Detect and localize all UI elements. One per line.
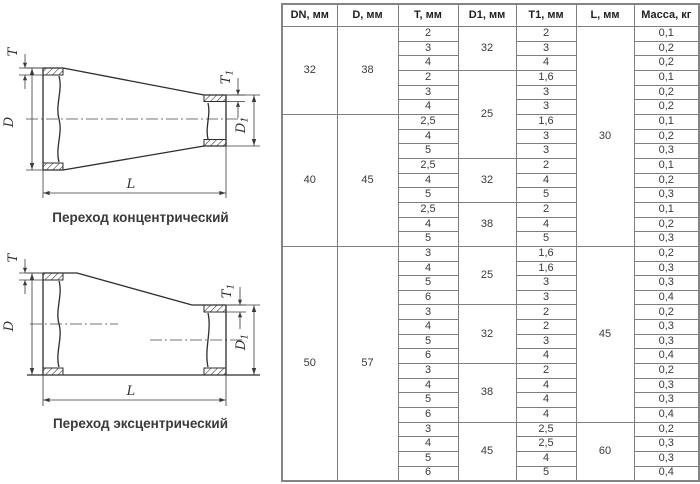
cell-l: 60 [576,422,634,481]
cell-massa: 0,4 [634,290,699,305]
cell-t1: 3 [516,276,576,291]
cell-massa: 0,4 [634,408,699,423]
cell-t1: 5 [516,188,576,203]
cell-t: 4 [398,217,458,232]
cell-t: 3 [398,305,458,320]
label-l: L [126,384,136,399]
cell-t: 6 [398,408,458,423]
cell-t: 6 [398,466,458,481]
wall-section-hatch [43,273,63,280]
cell-massa: 0,3 [634,144,699,159]
break-line [207,103,209,139]
label-t1: T1 [219,69,236,85]
cell-d1: 32 [458,305,516,364]
cell-t1: 2 [516,305,576,320]
cell-t: 4 [398,129,458,144]
cell-t1: 2 [516,202,576,217]
cell-t: 4 [398,320,458,335]
centerline [30,324,244,340]
cell-d1: 45 [458,422,516,481]
cell-t1: 5 [516,466,576,481]
column-header: T, мм [398,4,458,27]
cell-t1: 4 [516,349,576,364]
cell-t1: 4 [516,393,576,408]
cell-t1: 3 [516,290,576,305]
cell-t: 2,5 [398,158,458,173]
cell-t1: 3 [516,41,576,56]
cell-massa: 0,3 [634,261,699,276]
cell-t: 4 [398,173,458,188]
cell-massa: 0,3 [634,320,699,335]
cell-massa: 0,1 [634,158,699,173]
cell-t1: 3 [516,144,576,159]
column-header: DN, мм [282,4,337,27]
wall-section-hatch [43,368,63,375]
cell-massa: 0,2 [634,129,699,144]
cell-t: 2 [398,70,458,85]
cell-t1: 2,5 [516,422,576,437]
cell-massa: 0,2 [634,41,699,56]
cell-t1: 4 [516,408,576,423]
cell-t1: 3 [516,129,576,144]
eccentric-reducer-diagram [0,248,281,416]
label-d1: D1 [234,116,251,134]
wall-section-hatch [204,368,226,375]
cell-massa: 0,3 [634,232,699,247]
concentric-reducer-diagram [0,25,281,225]
column-header: D1, мм [458,4,516,27]
cell-t1: 1,6 [516,261,576,276]
wall-section-hatch [43,68,63,75]
cell-massa: 0,2 [634,364,699,379]
label-l: L [126,177,136,192]
cell-t1: 4 [516,56,576,71]
wall-section-hatch [204,140,226,147]
cell-t: 5 [398,232,458,247]
cell-t: 4 [398,437,458,452]
label-t1: T1 [220,283,237,299]
cell-t1: 4 [516,173,576,188]
wall-section-hatch [204,95,226,102]
cell-massa: 0,2 [634,246,699,261]
cell-massa: 0,2 [634,173,699,188]
cell-dn: 50 [282,246,337,481]
cell-t1: 2 [516,320,576,335]
cell-t1: 2 [516,158,576,173]
cell-dn: 40 [282,114,337,246]
wall-section-hatch [43,163,63,170]
column-header: T1, мм [516,4,576,27]
dimension-t1 [219,70,245,118]
break-line [58,76,60,162]
cell-massa: 0,1 [634,70,699,85]
label-t: T [6,47,21,57]
cell-massa: 0,3 [634,276,699,291]
cell-t1: 2 [516,27,576,42]
cell-d1: 32 [458,27,516,71]
cell-massa: 0,1 [634,202,699,217]
spec-table [281,3,700,482]
cell-l: 45 [576,246,634,422]
cell-t: 4 [398,56,458,71]
dimension-t [6,46,43,89]
cell-t1: 4 [516,452,576,467]
cell-massa: 0,2 [634,85,699,100]
cell-massa: 0,1 [634,27,699,42]
cell-t: 5 [398,334,458,349]
cell-t: 5 [398,144,458,159]
cell-t: 3 [398,364,458,379]
cell-massa: 0,3 [634,393,699,408]
cell-t1: 3 [516,85,576,100]
cell-t1: 2 [516,364,576,379]
cell-massa: 0,2 [634,305,699,320]
label-d1: D1 [234,333,251,351]
dimension-t [6,252,43,294]
cell-t: 2 [398,27,458,42]
cell-massa: 0,3 [634,188,699,203]
column-header: L, мм [576,4,634,27]
cell-massa: 0,4 [634,349,699,364]
cell-t: 5 [398,452,458,467]
cell-t: 4 [398,100,458,115]
drawings-panel [0,0,281,484]
label-d: D [2,116,17,128]
cell-t1: 1,6 [516,114,576,129]
label-t: T [6,253,21,263]
cell-t1: 3 [516,100,576,115]
cell-t: 5 [398,188,458,203]
table-row [282,246,699,261]
cell-dn: 32 [282,27,337,115]
column-header: Масса, кг [634,4,699,27]
cell-massa: 0,3 [634,378,699,393]
cell-t: 4 [398,378,458,393]
cell-massa: 0,2 [634,217,699,232]
dimension-d1 [226,95,260,146]
break-line [207,313,209,367]
cell-massa: 0,2 [634,100,699,115]
cell-d1: 25 [458,70,516,158]
cell-t: 2,5 [398,114,458,129]
cell-d: 38 [337,27,398,115]
cell-massa: 0,3 [634,334,699,349]
cell-t1: 1,6 [516,246,576,261]
cell-massa: 0,1 [634,114,699,129]
wall-section-hatch [204,305,226,312]
spec-table-body [282,27,699,481]
cell-t: 6 [398,349,458,364]
cell-massa: 0,2 [634,56,699,71]
cell-d1: 38 [458,364,516,423]
cell-massa: 0,4 [634,466,699,481]
dimension-l [43,146,226,198]
cell-t1: 4 [516,378,576,393]
dimension-l [43,375,226,406]
concentric-caption: Переход концентрический [52,210,229,225]
cell-t1: 4 [516,217,576,232]
column-header: D, мм [337,4,398,27]
cell-massa: 0,3 [634,437,699,452]
label-d: D [2,320,17,332]
cell-t: 3 [398,41,458,56]
cell-t: 2,5 [398,202,458,217]
cell-massa: 0,2 [634,422,699,437]
cell-l: 30 [576,27,634,247]
cell-d1: 32 [458,158,516,202]
cell-d: 57 [337,246,398,481]
cell-t: 5 [398,276,458,291]
cell-t1: 2,5 [516,437,576,452]
cell-d1: 38 [458,202,516,246]
cell-d1: 25 [458,246,516,305]
cell-t1: 1,6 [516,70,576,85]
cell-t: 4 [398,261,458,276]
cell-massa: 0,3 [634,452,699,467]
cell-t: 6 [398,290,458,305]
cell-t: 5 [398,393,458,408]
cell-t1: 3 [516,334,576,349]
table-row [282,27,699,42]
cell-t: 3 [398,85,458,100]
eccentric-caption: Переход эксцентрический [52,416,229,431]
cell-t1: 5 [516,232,576,247]
spec-table-header-row [282,4,699,27]
cell-d: 45 [337,114,398,246]
cell-t: 3 [398,422,458,437]
cell-t: 3 [398,246,458,261]
